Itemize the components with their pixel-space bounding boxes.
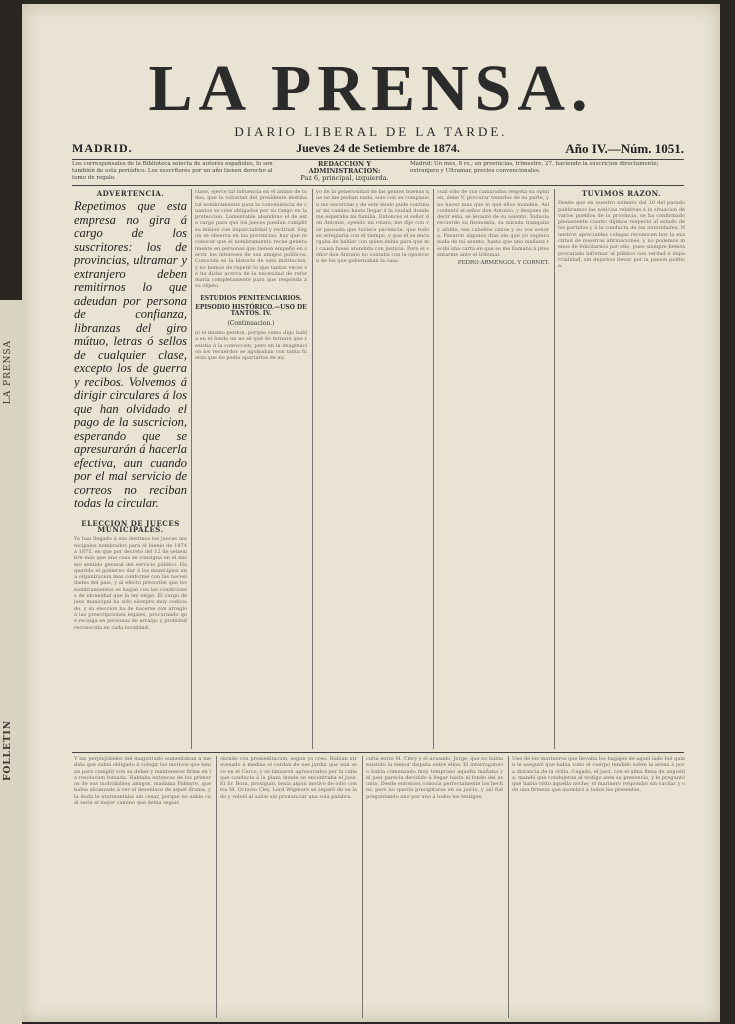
adjacent-page-folletin: FOLLETIN: [3, 720, 13, 781]
eleccion-text: Ya han llegado á sus destinos los jueces municipales nombrados para el bienio de 1874 á 1875, en que por decreto del 12 de setiembre más que una cosa se consigna en el mismo sentido general del servicio público. Ha querido el gobierno dar á los municipios una organizacion mas conforme con las necesidades del pais, y al efecto prescribe que los nombramientos se hagan con las condiciones de idoneidad que la ley exige. El cargo de juez municipal ha sido siempre muy codiciado, y su eleccion ha de hacerse con arreglo á las prescripciones legales, procurando que recaiga en personas de arraigo y probidad reconocida en cada localidad.: [74, 536, 187, 631]
folletin-column-3: [366, 756, 503, 1018]
folletin-text-3: culta entre M. Clery y el acusado, Jorge, que no habia existido la menor disputa entre ellos. El interrogatorio habia comenzado muy temprano aquella mañana y el juez parecia decidido á llegar hasta el fondo del asunto. Desde entonces conocia perfectamente los hechos, pero no queria precipitarse en su juicio, y así fué preguntando uno por uno á todos los testigos.: [366, 756, 503, 800]
column-divider-2: [312, 189, 313, 749]
header-rule-bottom: [72, 185, 684, 186]
advertencia-heading: ADVERTENCIA.: [96, 189, 165, 198]
article-signature: PEDRO ARMENGOL Y CORNET.: [457, 260, 549, 267]
column-divider-3: [433, 189, 434, 749]
folletin-column-4: [512, 756, 685, 1018]
folletin-rule: [72, 752, 684, 753]
adjacent-page-text: LA PRENSA: [3, 340, 13, 405]
column-2: [195, 189, 307, 749]
dateline-date: Jueves 24 de Setiembre de 1874.: [296, 141, 460, 155]
column-5-text: Desde que en nuestro número del 20 del pasado publicamos las noticias relativas á la situacion de varios pueblos de la provincia, se ha confirmado plenamente cuanto dijimos respecto al estado de los partidos y á la conducta de las autoridades. Nuestros apreciables colegas reconocen hoy la exactitud de nuestras afirmaciones, y no podemos menos de felicitarnos por ello, pues siempre hemos procurado informar al público con verdad e imparcialidad, sin dejarnos llevar por la pasion política.: [558, 200, 685, 270]
dateline-city: MADRID.: [72, 141, 133, 155]
dateline-issue: Año IV.—Núm. 1051.: [565, 141, 684, 156]
redaccion-title: REDACCION Y ADMINISTRACION:: [308, 160, 381, 175]
newspaper-page: [22, 4, 720, 1022]
episodio-subheading: (Continuacion.): [227, 319, 275, 327]
folletin-column-2: [220, 756, 357, 1018]
masthead-title: LA PRENSA.: [148, 52, 594, 125]
column-3-text: yo de la generosidad de las gentes buenas que no me pedian nada, solo con su compasion me socorrian y de este modo pude continuar mi camino hasta llegar á la ciudad donde me esperaba mi familia. Entonces el señor don Antonio, oyendo mi relato, me dijo con voz pausada que tuviera paciencia, que todo se arreglaria con el tiempo, y que él se encargaba de hablar con quien debia para que mi causa fuese atendida con justicia. Pero el señor don Antonio no contaba con la oposicion de los que gobernaban la casa.: [316, 189, 429, 265]
advertencia-text: Repetimos que esta empresa no gira á cargo de los suscritores: los de provincias, ultramar y extranjero deben remitirnos lo que adeudan por persona de confianza, libranzas del giro mútuo, letras ó sellos de cualquier clase, excepto los de guerra y recibos. Volvemos á dirigir circulares á los que han olvidado el pago de la suscricion, esperando que se apresurarán á hacerla efectiva, aun cuando por el mal servicio de correos no reciban todas la circular.: [74, 199, 187, 511]
adjacent-page-strip: [0, 300, 22, 1024]
column-divider-4: [554, 189, 555, 749]
masthead-subtitle: DIARIO LIBERAL DE LA TARDE.: [234, 124, 508, 139]
column-4: [437, 189, 549, 749]
dateline: [72, 141, 684, 157]
episodio-heading: EPISODIO HISTÓRICO.—USO DE TANTOS. IV.: [195, 304, 307, 318]
column-3: [316, 189, 429, 749]
folletin-divider-3: [508, 756, 509, 1018]
header-notices: [72, 161, 684, 183]
estudios-heading: ESTUDIOS PENITENCIARIOS.: [200, 294, 302, 302]
episodio-text: ni el mismo perdon, porque como digo habia en el fondo un no sé qué de ternura que resistia á la conviccion, pero en la imaginacion los recuerdos se agolpaban con tanta fuerza que no podia apartarlos de mí.: [195, 329, 307, 362]
folletin-divider-1: [216, 756, 217, 1018]
eleccion-heading: ELECCION DE JUECES MUNICIPALES.: [81, 518, 180, 535]
notice-redaccion: [287, 161, 402, 182]
column-4-text: cual sólo de sus camaradas respeta su opinion, debe V. procurar tenerlos de su parte, y no hacer mas que lo que ellos manden. Así contestó el señor don Antonio, y despues de decir esto, se levantó de su asiento. Todavía recuerdo su fisonomía, su mirada tranquila y afable, sus cabellos canos y su voz sonora. Pasaron algunos dias sin que yo supiera nada de mi asunto, hasta que una mañana recibí una carta en que se me llamaba á presentarme ante el tribunal.: [437, 189, 549, 258]
column-5: [558, 189, 685, 749]
redaccion-address: Paz 6, principal, izquierda.: [300, 174, 389, 182]
column-2-text: clase, ejerce tal influencia en el ánimo de todos, que la voluntad del presidente destina tal nombramiento para la conveniencia de cuantos se cree obligados por su rango en la proteccion. Lamentable abandono el de este cargo para que los jueces puedan cumplir su mision con imparcialidad y rectitud. Segun se observa en las provincias, hay que reconocer que el nombramiento recae generalmente en personas que tienen empeño en servir los intereses de sus amigos políticos. Conocida es la historia de esta institucion, y no hemos de repetir lo que tantas veces se ha dicho acerca de la necesidad de reformarla completamente para que responda á su objeto.: [195, 189, 307, 290]
folletin-text-4: Uno de los marineros que llevaba los bagajes de aquel lado fué quien le aseguró que habia visto el cuerpo tendido sobre la arena á poca distancia de la orilla. Cegado, el juez, con el alma llena de angustia, mandó que condujeran al testigo ante su presencia, y le preguntó qué habia visto aquella noche; el marinero respondió sin vacilar y con una firmeza que asombró á todos los presentes.: [512, 756, 685, 794]
header-rule-top: [72, 159, 684, 160]
folletin-divider-2: [362, 756, 363, 1018]
column-1: [74, 189, 187, 749]
folletin-text-2: obrado con premeditacion, segun yo creo. Habian atravesado á medias el cordon de ese jardin que aun se ve en el Cerco, y se lanzaron apresurados por la calle que conducia á la plaza donde se encontraba el juez. El Sr. Bora, prosiguió, tenia algun motivo de odio contra M. Octavio Cley. Lord Wigmore se separó de su lado y volvió al salon sin pronunciar una sola palabra.: [220, 756, 357, 800]
folletin-text-1: Y las perplejidades del magistrado aumentaban á medida que cabia obligado á colegir los motivos que tenian para cumplir con su deber y mantenerse firme en la resolucion tomada. Hablaba entonces de los primeros de sus inolvidables amigos, madama Palmyre, que habia alcanzado á ver el desenlace de aquel drama, y la duda le atormentaba sin cesar, porque no sabia cuál seria el mejor camino que debia seguir.: [74, 756, 211, 807]
folletin-column-1: [74, 756, 211, 1018]
column-divider-1: [191, 189, 192, 749]
tuvimos-heading: TUVIMOS RAZON.: [581, 189, 662, 198]
notice-corresponsales: Los corresponsales de la Biblioteca selecta de autores españoles, lo son también de esta periódico. Los suscritores por un año tienen derecho al tomo de regalo.: [72, 161, 273, 181]
notice-suscricion: Madrid: Un mes, 8 rs.; en provincias, trimestre, 27, haciendo la suscricion directamente; extranjero y Ultramar, precios convencionales.: [410, 161, 659, 174]
